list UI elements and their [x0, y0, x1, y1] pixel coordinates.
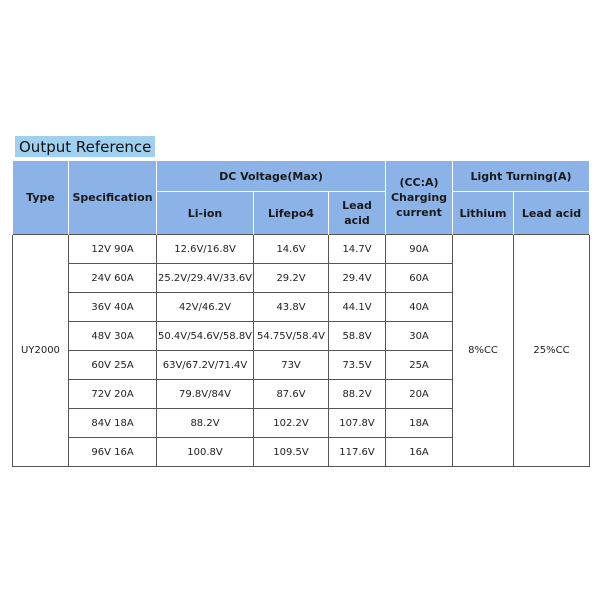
lifepo4-cell: 43.8V — [254, 293, 329, 322]
lead-acid-cell: 29.4V — [329, 264, 386, 293]
header-dc-voltage: DC Voltage(Max) — [157, 161, 386, 192]
lead-acid-cell: 14.7V — [329, 235, 386, 264]
lithium-light-turning-cell: 8%CC — [453, 235, 514, 467]
table-body — [13, 235, 590, 467]
header-row-top — [13, 161, 590, 192]
lead-acid-cell: 88.2V — [329, 380, 386, 409]
lead-acid-cell: 73.5V — [329, 351, 386, 380]
li-ion-cell: 100.8V — [157, 438, 254, 467]
spec-cell: 60V 25A — [69, 351, 157, 380]
model-cell: UY2000 — [13, 235, 69, 467]
lifepo4-cell: 109.5V — [254, 438, 329, 467]
lifepo4-cell: 87.6V — [254, 380, 329, 409]
header-li-ion: Li-ion — [157, 192, 254, 235]
charging-current-cell: 18A — [386, 409, 453, 438]
spec-cell: 36V 40A — [69, 293, 157, 322]
header-lt-lead-acid: Lead acid — [514, 192, 590, 235]
charging-current-cell: 25A — [386, 351, 453, 380]
header-lithium: Lithium — [453, 192, 514, 235]
header-lead-acid: Lead acid — [329, 192, 386, 235]
section-title: Output Reference — [15, 136, 155, 157]
li-ion-cell: 42V/46.2V — [157, 293, 254, 322]
charging-current-cell: 90A — [386, 235, 453, 264]
header-type: Type — [13, 161, 69, 235]
lifepo4-cell: 14.6V — [254, 235, 329, 264]
li-ion-cell: 50.4V/54.6V/58.8V — [157, 322, 254, 351]
header-light-turning: Light Turning(A) — [453, 161, 590, 192]
li-ion-cell: 25.2V/29.4V/33.6V — [157, 264, 254, 293]
spec-cell: 12V 90A — [69, 235, 157, 264]
lead-acid-cell: 44.1V — [329, 293, 386, 322]
lead-acid-cell: 117.6V — [329, 438, 386, 467]
header-lifepo4: Lifepo4 — [254, 192, 329, 235]
charging-current-cell: 16A — [386, 438, 453, 467]
spec-cell: 72V 20A — [69, 380, 157, 409]
lead-acid-cell: 58.8V — [329, 322, 386, 351]
lifepo4-cell: 29.2V — [254, 264, 329, 293]
charging-current-cell: 30A — [386, 322, 453, 351]
spec-cell: 84V 18A — [69, 409, 157, 438]
header-cc-label: (CC:A) — [399, 176, 439, 189]
charging-current-cell: 60A — [386, 264, 453, 293]
spec-cell: 24V 60A — [69, 264, 157, 293]
lifepo4-cell: 102.2V — [254, 409, 329, 438]
output-reference-table — [12, 161, 590, 467]
spec-cell: 96V 16A — [69, 438, 157, 467]
li-ion-cell: 88.2V — [157, 409, 254, 438]
li-ion-cell: 63V/67.2V/71.4V — [157, 351, 254, 380]
lead-acid-light-turning-cell: 25%CC — [514, 235, 590, 467]
lead-acid-cell: 107.8V — [329, 409, 386, 438]
lifepo4-cell: 73V — [254, 351, 329, 380]
spec-cell: 48V 30A — [69, 322, 157, 351]
li-ion-cell: 79.8V/84V — [157, 380, 254, 409]
header-charging-current-label: Charging current — [390, 191, 448, 219]
charging-current-cell: 40A — [386, 293, 453, 322]
table-row — [13, 235, 590, 264]
li-ion-cell: 12.6V/16.8V — [157, 235, 254, 264]
header-charging-current — [386, 161, 453, 235]
header-specification: Specification — [69, 161, 157, 235]
lifepo4-cell: 54.75V/58.4V — [254, 322, 329, 351]
charging-current-cell: 20A — [386, 380, 453, 409]
